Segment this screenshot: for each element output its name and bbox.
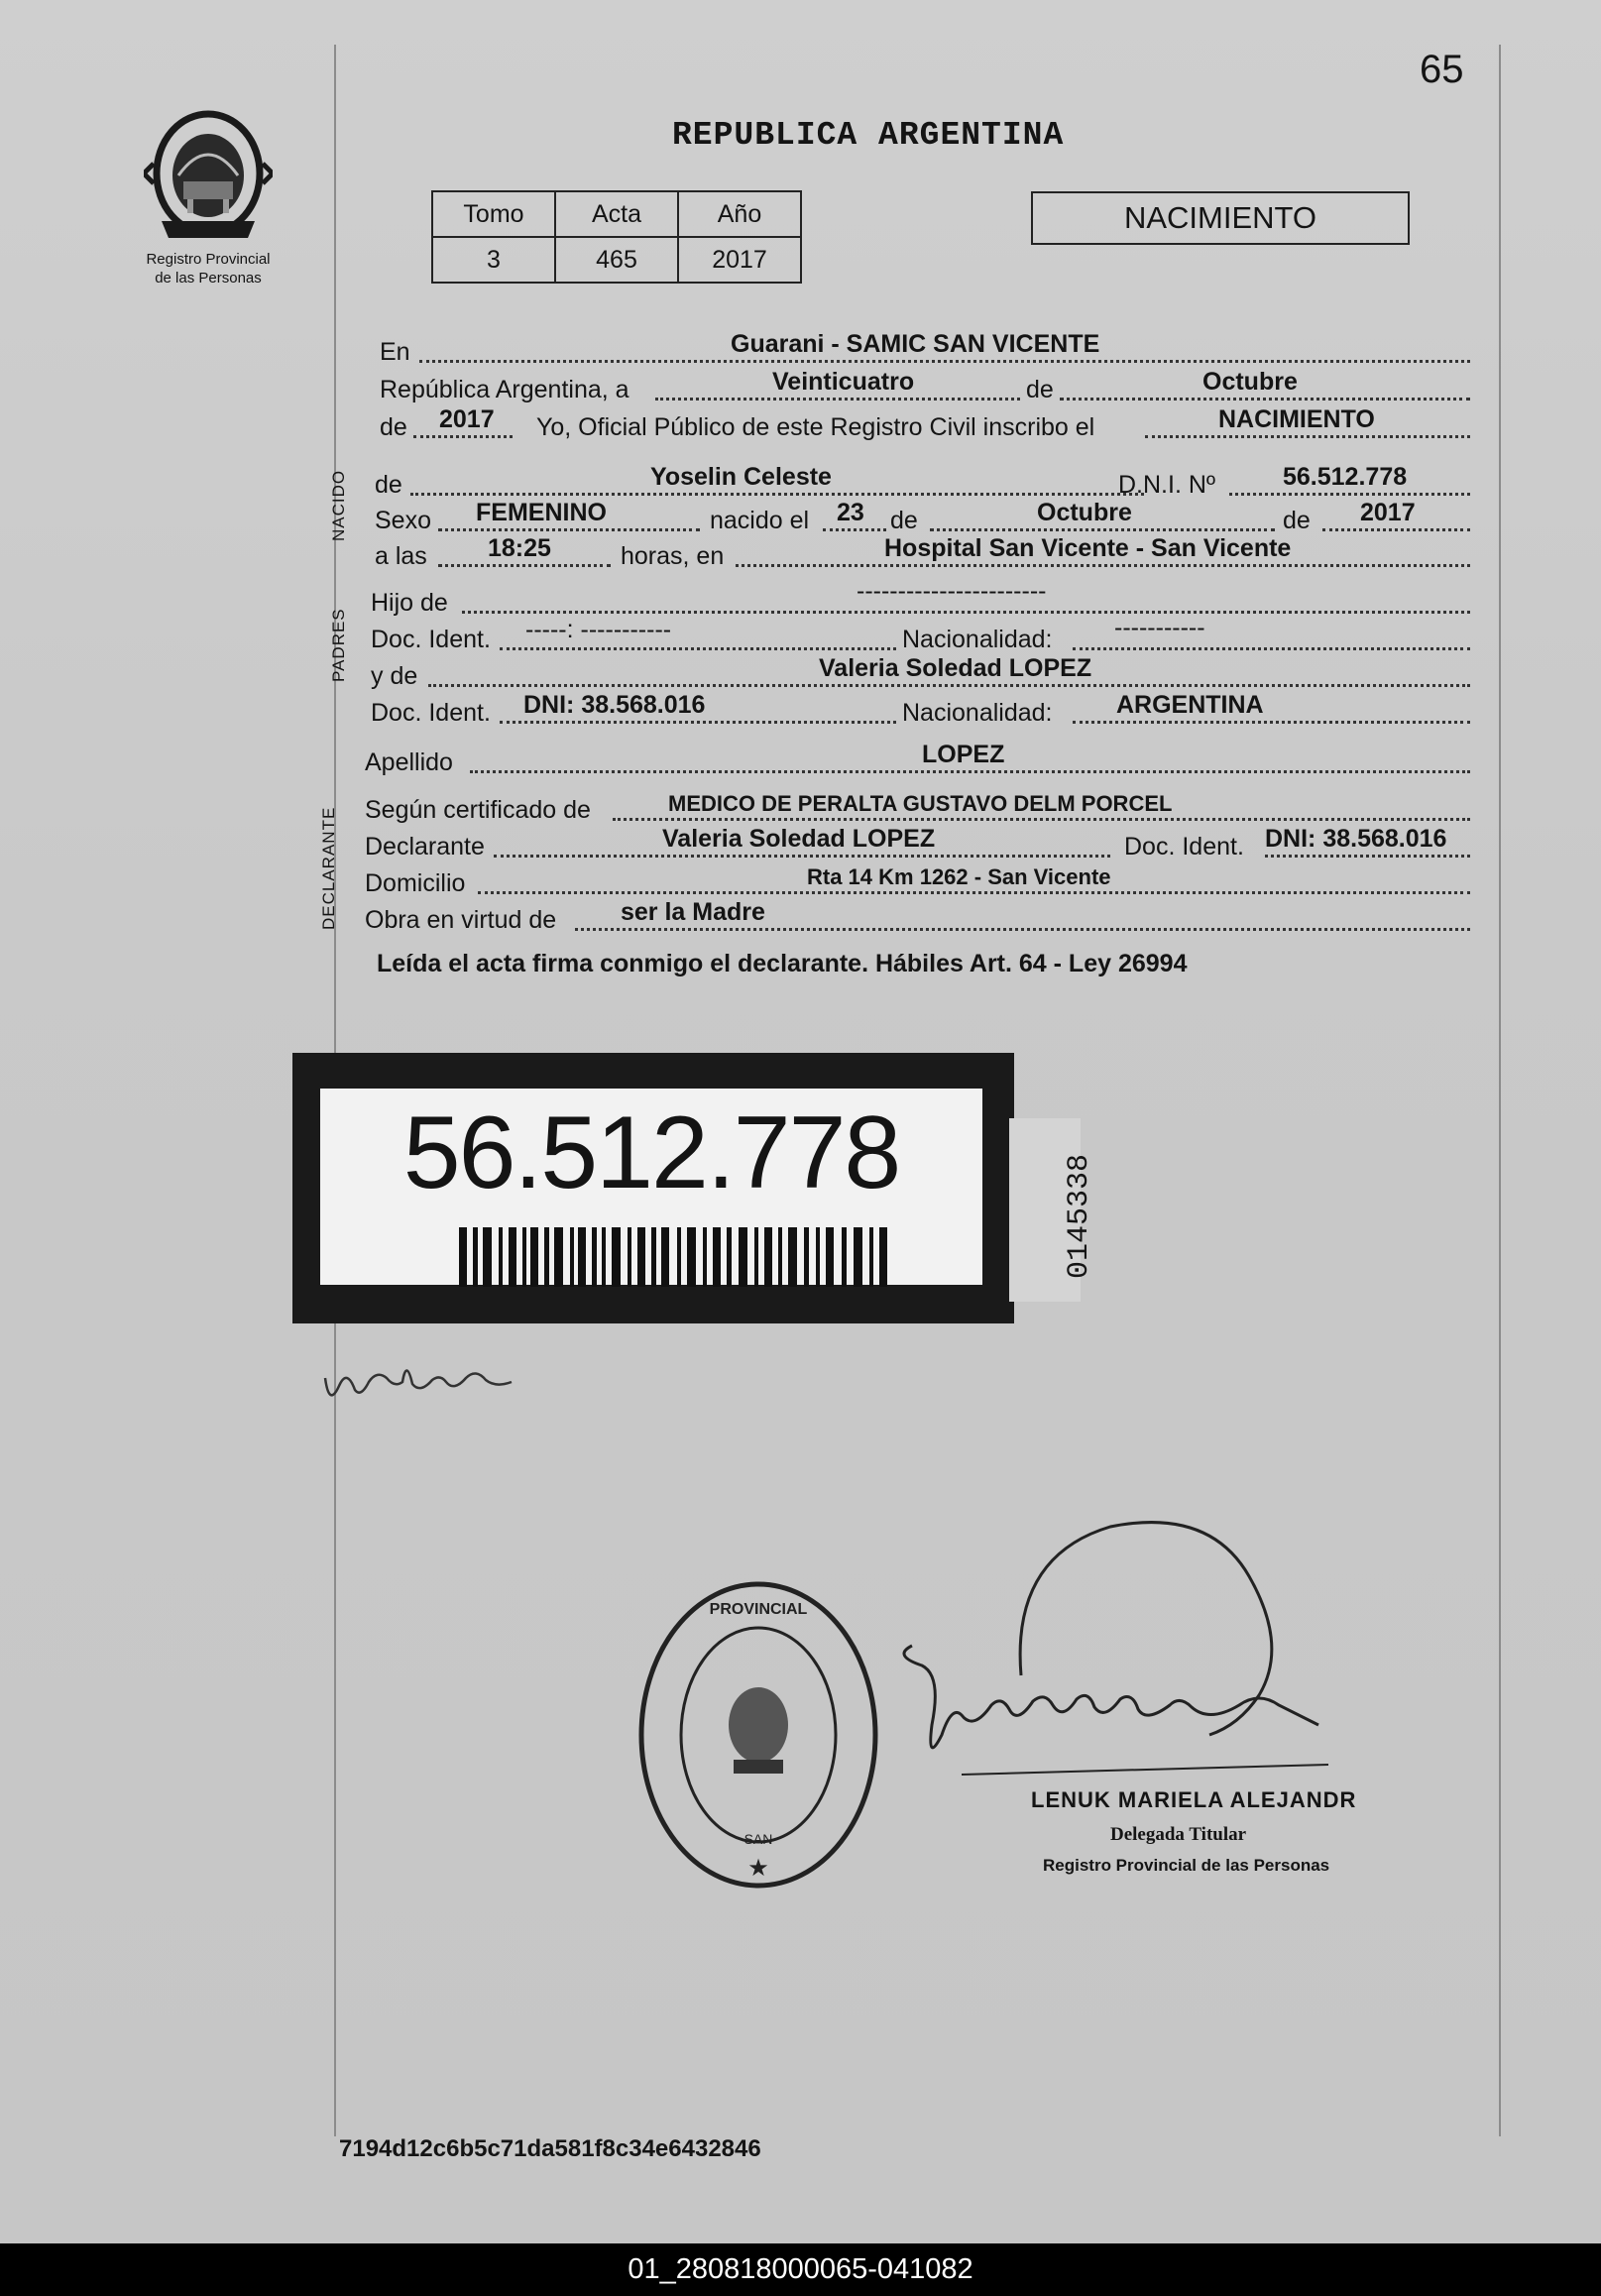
acta-header: Acta	[555, 191, 678, 237]
child-name-value: Yoselin Celeste	[650, 463, 832, 491]
dotted-line	[655, 398, 1020, 401]
dotted-line	[428, 684, 1470, 687]
dotted-line	[613, 818, 1470, 821]
dni-label: D.N.I. Nº	[1118, 471, 1216, 499]
barcode-icon	[459, 1227, 891, 1287]
dotted-line	[930, 528, 1275, 531]
tomo-header: Tomo	[432, 191, 555, 237]
declarante-section-label: DECLARANTE	[319, 806, 338, 930]
a-las-label: a las	[375, 542, 427, 570]
row-republica	[380, 367, 1470, 406]
province-crest-icon	[144, 104, 273, 243]
legal-text: Leída el acta firma conmigo el declarante. Hábiles Art. 64 - Ley 26994	[377, 950, 1188, 977]
nacido-section-label: NACIDO	[329, 469, 348, 541]
official-role: Delegada Titular	[1110, 1824, 1247, 1845]
row-apellido	[365, 740, 1470, 779]
registry-caption-line2: de las Personas	[155, 270, 262, 287]
obra-label: Obra en virtud de	[365, 906, 557, 934]
dotted-line	[438, 564, 611, 567]
row-mother-doc	[371, 690, 1470, 730]
birth-place-value: Hospital San Vicente - San Vicente	[884, 534, 1292, 562]
dotted-line	[462, 611, 1470, 614]
row-obra	[365, 897, 1470, 937]
official-name: LENUK MARIELA ALEJANDR	[1031, 1787, 1357, 1812]
dotted-line	[419, 360, 1470, 363]
father-nationality-value: -----------	[1114, 614, 1205, 641]
row-declarante	[365, 824, 1470, 863]
certificado-value: MEDICO DE PERALTA GUSTAVO DELM PORCEL	[668, 791, 1173, 816]
obra-value: ser la Madre	[621, 898, 765, 926]
right-margin-line	[1499, 45, 1501, 2136]
nacido-el-label: nacido el	[710, 507, 810, 534]
official-seal-icon	[634, 1576, 882, 1894]
row-hora	[375, 533, 1470, 573]
dotted-line	[478, 891, 1470, 894]
de-label: de	[1026, 376, 1054, 403]
child-dni-value: 56.512.778	[1283, 463, 1408, 491]
declarante-doc-value: DNI: 38.568.016	[1265, 825, 1447, 853]
row-certificado	[365, 787, 1470, 827]
dotted-line	[1322, 528, 1470, 531]
registry-caption	[119, 250, 297, 287]
official-office: Registro Provincial de las Personas	[1043, 1856, 1330, 1875]
time-value: 18:25	[488, 534, 551, 562]
row-en	[380, 329, 1470, 369]
father-name-value: -----------------------	[857, 577, 1047, 605]
republica-label: República Argentina, a	[380, 376, 629, 403]
sexo-value: FEMENINO	[476, 499, 607, 526]
nacionalidad-label: Nacionalidad:	[902, 699, 1053, 727]
row-nacido-name	[375, 462, 1470, 502]
dotted-line	[410, 493, 1144, 496]
ano-header: Año	[678, 191, 801, 237]
ano-value: 2017	[678, 237, 801, 283]
oficial-text: Yo, Oficial Público de este Registro Civil inscribo el	[536, 413, 1095, 441]
declarante-name-value: Valeria Soledad LOPEZ	[662, 825, 936, 853]
official-signature	[882, 1497, 1348, 1824]
reference-value-row	[432, 237, 801, 283]
doc-ident-label: Doc. Ident.	[371, 699, 491, 727]
father-doc-value: -----: -----------	[525, 616, 672, 643]
en-label: En	[380, 338, 410, 366]
y-de-label: y de	[371, 662, 418, 690]
dotted-line	[1060, 398, 1470, 401]
reference-header-row	[432, 191, 801, 237]
dotted-line	[470, 770, 1470, 773]
declarante-label: Declarante	[365, 833, 485, 861]
year-value: 2017	[439, 405, 495, 433]
handwritten-initial-signature	[317, 1338, 535, 1418]
registry-caption-line1: Registro Provincial	[146, 251, 271, 268]
de-label: de	[375, 471, 402, 499]
footer-filename: 01_280818000065-041082	[0, 2243, 1601, 2296]
dotted-line	[494, 855, 1110, 858]
barcode-panel	[320, 1089, 982, 1285]
dotted-line	[823, 528, 886, 531]
row-sexo	[375, 498, 1470, 537]
doc-ident-label: Doc. Ident.	[371, 626, 491, 653]
de-label: de	[1283, 507, 1311, 534]
tomo-value: 3	[432, 237, 555, 283]
dotted-line	[413, 435, 513, 438]
svg-text:PROVINCIAL: PROVINCIAL	[709, 1601, 808, 1618]
place-value: Guarani - SAMIC SAN VICENTE	[731, 330, 1100, 358]
birth-day-value: 23	[837, 499, 864, 526]
month-value: Octubre	[1202, 368, 1298, 396]
dotted-line	[438, 528, 700, 531]
acta-value: 465	[555, 237, 678, 283]
dotted-line	[500, 647, 896, 650]
dotted-line	[1073, 647, 1470, 650]
document-hash: 7194d12c6b5c71da581f8c34e6432846	[339, 2135, 761, 2162]
row-father-doc	[371, 614, 1470, 656]
row-y-de	[371, 653, 1470, 693]
barcode-number: 56.512.778	[402, 1095, 900, 1210]
dotted-line	[1229, 493, 1470, 496]
svg-text:SAN: SAN	[743, 1831, 773, 1847]
de-label: de	[890, 507, 918, 534]
barcode-serial: 0145338	[1063, 1153, 1096, 1279]
document-type-box: NACIMIENTO	[1031, 191, 1410, 245]
apellido-label: Apellido	[365, 748, 453, 776]
row-year	[380, 404, 1470, 444]
hijo-de-label: Hijo de	[371, 589, 448, 617]
row-domicilio	[365, 861, 1470, 900]
dni-barcode-label	[292, 1053, 1014, 1323]
certificado-label: Según certificado de	[365, 796, 591, 824]
birth-month-value: Octubre	[1037, 499, 1132, 526]
apellido-value: LOPEZ	[922, 741, 1005, 768]
page-title: REPUBLICA ARGENTINA	[672, 117, 1065, 154]
act-type-value: NACIMIENTO	[1218, 405, 1375, 433]
mother-doc-value: DNI: 38.568.016	[523, 691, 706, 719]
doc-ident-label: Doc. Ident.	[1124, 833, 1244, 861]
day-value: Veinticuatro	[772, 368, 915, 396]
domicilio-label: Domicilio	[365, 869, 466, 897]
dotted-line	[500, 721, 896, 724]
birth-year-value: 2017	[1360, 499, 1416, 526]
padres-section-label: PADRES	[329, 608, 348, 682]
dotted-line	[1145, 435, 1470, 438]
dotted-line	[1073, 721, 1470, 724]
horas-en-label: horas, en	[621, 542, 725, 570]
dotted-line	[575, 928, 1470, 931]
reference-table	[431, 190, 802, 284]
row-hijo-de	[371, 577, 1470, 620]
nacionalidad-label: Nacionalidad:	[902, 626, 1053, 653]
svg-text:★: ★	[747, 1854, 769, 1882]
mother-name-value: Valeria Soledad LOPEZ	[819, 654, 1092, 682]
page-number: 65	[1420, 48, 1464, 91]
dotted-line	[1265, 855, 1470, 858]
sexo-label: Sexo	[375, 507, 431, 534]
domicilio-value: Rta 14 Km 1262 - San Vicente	[807, 864, 1111, 889]
mother-nationality-value: ARGENTINA	[1116, 691, 1264, 719]
de-label: de	[380, 413, 407, 441]
dotted-line	[736, 564, 1470, 567]
